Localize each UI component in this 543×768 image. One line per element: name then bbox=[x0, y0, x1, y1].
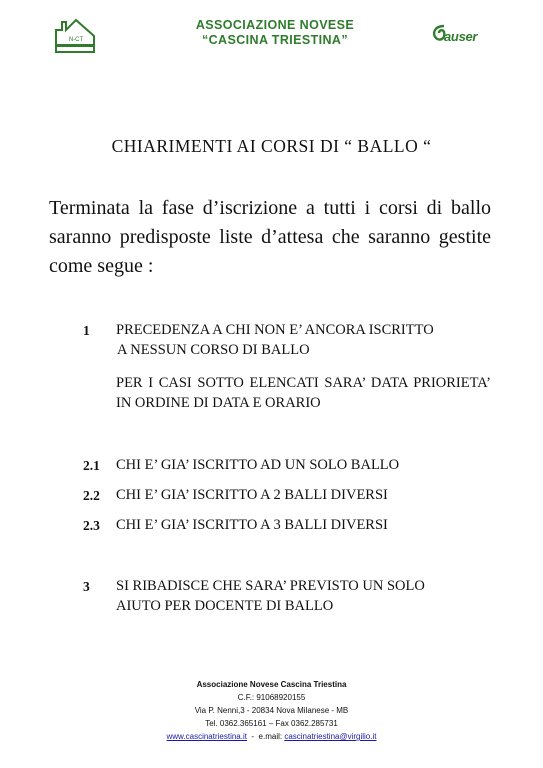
document-title: CHIARIMENTI AI CORSI DI “ BALLO “ bbox=[111, 136, 432, 156]
item-number: 1 bbox=[83, 323, 90, 338]
footer-address: Via P. Nenni,3 - 20834 Nova Milanese - MB bbox=[194, 706, 349, 715]
email-label: - e.mail: bbox=[246, 732, 285, 741]
item-text-line2: A NESSUN CORSO DI BALLO bbox=[117, 342, 310, 358]
website-link[interactable]: www.cascinatriestina.it bbox=[166, 732, 247, 741]
list-item bbox=[116, 320, 491, 360]
item-number: 2.1 bbox=[83, 458, 100, 473]
email-link[interactable]: cascinatriestina@virgilio.it bbox=[284, 732, 377, 741]
item-text: CHI E’ GIA’ ISCRITTO A 3 BALLI DIVERSI bbox=[116, 517, 388, 533]
item-number: 2.2 bbox=[83, 488, 100, 503]
item-text-line1: PRECEDENZA A CHI NON E’ ANCORA ISCRITTO bbox=[116, 322, 434, 338]
footer-contacts bbox=[0, 730, 543, 743]
auser-logo bbox=[430, 22, 492, 48]
footer bbox=[0, 678, 543, 743]
item-text: CHI E’ GIA’ ISCRITTO AD UN SOLO BALLO bbox=[116, 457, 400, 473]
item-text-line2: AIUTO PER DOCENTE DI BALLO bbox=[116, 598, 334, 614]
list-item bbox=[116, 576, 491, 616]
auser-logo-text: auser bbox=[444, 29, 478, 44]
priority-note: PER I CASI SOTTO ELENCATI SARA’ DATA PRIORIETA’ IN ORDINE DI DATA E ORARIO bbox=[116, 375, 491, 411]
item-number: 2.3 bbox=[83, 518, 100, 533]
footer-org-name: Associazione Novese Cascina Triestina bbox=[196, 680, 347, 689]
list-item bbox=[116, 515, 491, 535]
footer-phone: Tel. 0362.365161 – Fax 0362.285731 bbox=[205, 719, 338, 728]
list-item bbox=[116, 485, 491, 505]
item-number: 3 bbox=[83, 579, 90, 594]
list-item bbox=[116, 455, 491, 475]
intro-paragraph: Terminata la fase d’iscrizione a tutti i corsi di ballo saranno predisposte liste d’attesa che saranno gestite come segue : bbox=[49, 197, 491, 277]
header-title bbox=[140, 18, 410, 48]
association-logo-text: N-CT bbox=[68, 37, 84, 43]
header-title-line2: “CASCINA TRIESTINA” bbox=[201, 33, 349, 47]
item-text: CHI E’ GIA’ ISCRITTO A 2 BALLI DIVERSI bbox=[116, 487, 388, 503]
association-logo bbox=[52, 16, 98, 56]
header-title-line1: ASSOCIAZIONE NOVESE bbox=[195, 18, 355, 32]
item-text-line1: SI RIBADISCE CHE SARA’ PREVISTO UN SOLO bbox=[116, 578, 425, 594]
footer-tax-code: C.F.: 91068920155 bbox=[237, 693, 306, 702]
